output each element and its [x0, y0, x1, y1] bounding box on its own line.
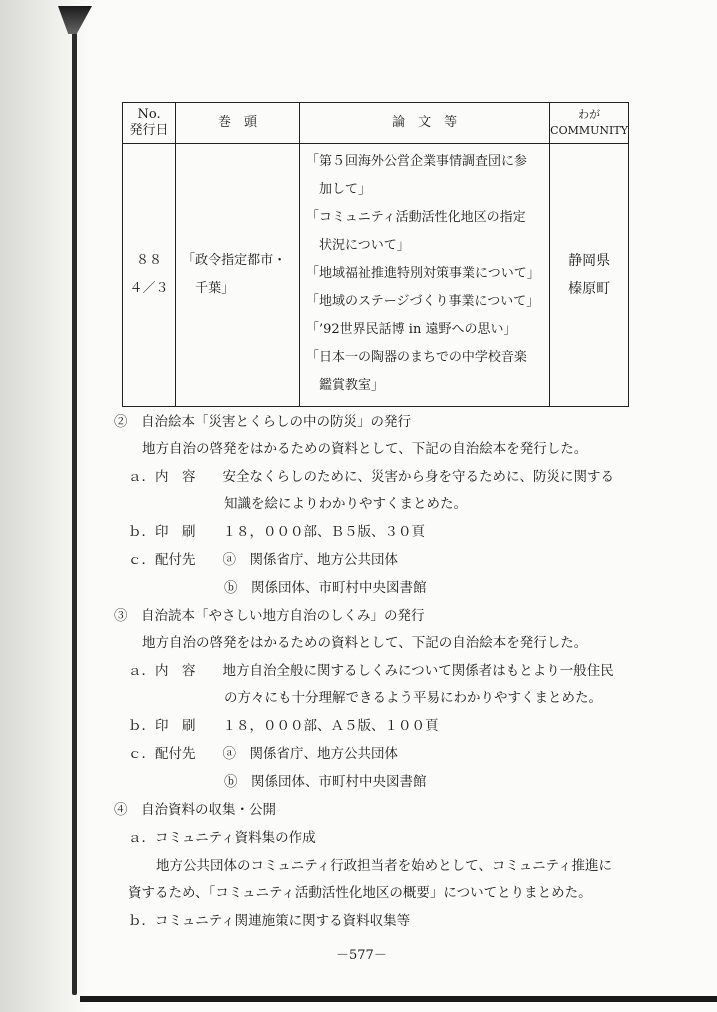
- body-text-line: ａ．内 容 安全なくらしのために、災害から身を守るために、防災に関する: [128, 469, 614, 485]
- header-community-line1: わが: [578, 108, 601, 121]
- header-date-label: 発行日: [129, 123, 169, 138]
- header-no: [123, 103, 176, 144]
- cell-lead: [176, 144, 300, 407]
- body-text-line: ⓑ 関係団体、市町村中央図書館: [224, 580, 427, 596]
- body-text-line: ｃ．配付先 ⓐ 関係省庁、地方公共団体: [128, 552, 398, 568]
- paper-title-line: 「’92世界民話博 in 遠野への思い」: [305, 322, 517, 337]
- lead-line1: 「政令指定都市・: [182, 253, 287, 268]
- paper-title-line: 「コミュニティ活動活性化地区の指定: [305, 210, 526, 225]
- body-text-line: ｂ．印 刷 １８，０００部、Ｂ５版、３０頁: [128, 524, 425, 540]
- community-line1: 静岡県: [568, 253, 611, 269]
- header-lead-label: 巻 頭: [218, 115, 258, 130]
- paper-title-line: 「第５回海外公営企業事情調査団に参: [305, 154, 527, 169]
- body-text-line: の方々にも十分理解できるよう平易にわかりやすくまとめた。: [224, 690, 602, 706]
- table-row: [123, 144, 629, 407]
- paper-title-line: 「地域福祉推進特別対策事業について」: [305, 266, 540, 281]
- table-header-row: [123, 103, 629, 144]
- paper-title-line: 加して」: [318, 182, 371, 197]
- body-text-line: 資するため、「コミュニティ活動活性化地区の概要」についてとりまとめた。: [128, 885, 592, 901]
- body-text-line: 地方公共団体のコミュニティ行政担当者を始めとして、コミュニティ推進に: [156, 858, 613, 874]
- body-text-line: 地方自治の啓発をはかるための資料として、下記の自治絵本を発行した。: [142, 441, 588, 457]
- paper-title-line: 「日本一の陶器のまちでの中学校音楽: [305, 350, 527, 365]
- header-papers-label: 論 文 等: [392, 115, 458, 130]
- cell-community: [550, 144, 629, 407]
- body-text-line: ｂ．印 刷 １８，０００部、Ａ５版、１００頁: [128, 718, 439, 734]
- issue-number: ８８: [136, 253, 163, 268]
- body-text-line: ③ 自治読本「やさしい地方自治のしくみ」の発行: [114, 608, 425, 624]
- lead-line2: 千葉」: [195, 281, 235, 296]
- header-lead: [176, 103, 300, 144]
- body-text-line: 知識を絵によりわかりやすくまとめた。: [224, 496, 467, 512]
- paper-title-line: 鑑賞教室」: [318, 378, 384, 393]
- header-community-line2: COMMUNITY: [550, 124, 628, 137]
- book-binding-edge: [72, 20, 77, 995]
- paper-title-line: 「地域のステージづくり事業について」: [305, 294, 540, 309]
- body-text-line: ａ．内 容 地方自治全般に関するしくみについて関係者はもとより一般住民: [128, 663, 614, 679]
- body-text-line: ⓑ 関係団体、市町村中央図書館: [224, 774, 427, 790]
- body-text-line: ② 自治絵本「災害とくらしの中の防災」の発行: [114, 414, 411, 430]
- paper-title-line: 状況について」: [318, 238, 410, 253]
- publication-table: [122, 102, 629, 407]
- issue-date: ４／３: [129, 281, 169, 296]
- body-text-line: ａ．コミュニティ資料集の作成: [128, 830, 316, 846]
- header-no-label: No.: [137, 107, 161, 122]
- body-text-line: ｂ．コミュニティ関連施策に関する資料収集等: [128, 913, 411, 929]
- page-bottom-edge: [80, 996, 717, 1002]
- page-number: －577－: [336, 948, 387, 963]
- body-text-line: ④ 自治資料の収集・公開: [114, 802, 276, 818]
- header-papers: [299, 103, 549, 144]
- community-line2: 榛原町: [568, 281, 611, 297]
- body-text-line: ｃ．配付先 ⓐ 関係省庁、地方公共団体: [128, 746, 398, 762]
- header-community: [550, 103, 629, 144]
- body-text-line: 地方自治の啓発をはかるための資料として、下記の自治絵本を発行した。: [142, 635, 588, 651]
- cell-no-date: [123, 144, 176, 407]
- cell-papers: [299, 144, 549, 407]
